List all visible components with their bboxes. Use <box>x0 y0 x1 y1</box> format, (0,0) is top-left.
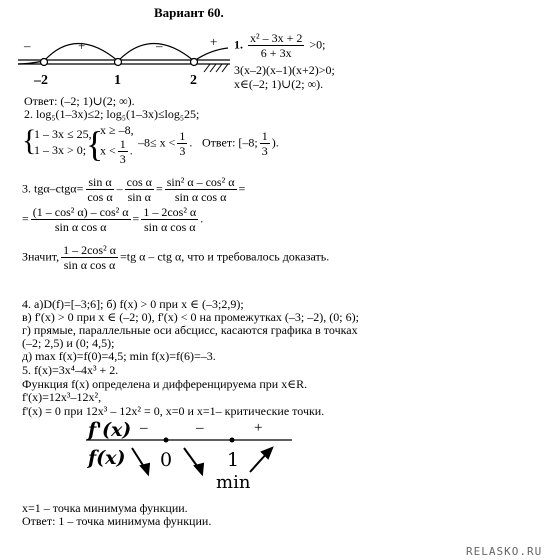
task4-line-5: д) max f(x)=f(0)=4,5; min f(x)=f(6)=–3. <box>22 349 216 363</box>
task3-f2-den: sin α <box>127 190 151 204</box>
increasing-arrow-icon <box>250 448 272 472</box>
task5-line-3: f'(x)=12x³–12x², <box>22 390 102 404</box>
task2-answer-den: 3 <box>261 144 268 158</box>
task3-l3-pre: Значит, <box>22 249 60 264</box>
task3-f3-num: sin² α – cos² α <box>166 175 235 189</box>
task1-line3: x∈(–2; 1)∪(2; ∞). <box>234 77 324 91</box>
task2-ineq-den: 3 <box>179 144 186 158</box>
task3-f6-num: 1 – 2cos² α <box>63 243 116 257</box>
task2-sys2-b-post: . <box>129 143 133 158</box>
interval-sign-1: – <box>24 38 31 53</box>
task2-ineq-post: . <box>189 135 193 150</box>
site-watermark: RELASKO.RU <box>466 545 543 558</box>
task4-line-1: 4. а)D(f)=[–3;6]; б) f(x) > 0 при x ∈ (–3;2,9); <box>22 297 244 311</box>
task3-f4-den: sin α cos α <box>54 220 107 234</box>
task2-sys2-b-den: 3 <box>119 152 126 166</box>
task3-f5-num: 1 – 2cos² α <box>143 205 197 219</box>
task3-minus: – <box>116 181 123 196</box>
derivative-sign-diagram <box>86 420 296 492</box>
task1-frac-rhs: >0; <box>309 37 326 52</box>
task3-l2-eq: = <box>22 211 29 226</box>
task3-eq-end: = <box>238 181 246 196</box>
task3-f2-num: cos α <box>126 175 152 189</box>
diagram-sign-1: – <box>140 420 148 436</box>
task1-inequality <box>234 32 325 59</box>
decreasing-arrow-icon <box>132 448 149 474</box>
task2-brace2: { <box>86 124 104 164</box>
task5-line-1: 5. f(x)=3x⁴–4x³ + 2. <box>22 363 119 377</box>
task3-eq2: = <box>132 211 140 226</box>
task1-number: 1. <box>234 37 243 52</box>
task1-fraction <box>248 32 304 59</box>
task2-ineq-pre: –8≤ x < <box>138 135 176 150</box>
task2-sys2-b <box>100 138 133 165</box>
task2-answer-post: ). <box>271 135 279 150</box>
diagram-fprime-label: f'(x) <box>88 420 132 441</box>
diagram-f-label: f(x) <box>88 447 126 469</box>
task4-line-3: г) прямые, параллельные оси абсцисс, касаются графика в точках <box>22 323 358 337</box>
decreasing-arrow-icon <box>184 448 203 474</box>
task2-sys1-a: 1 – 3x ≤ 25, <box>34 127 92 141</box>
diagram-sign-2: – <box>196 420 204 436</box>
task1-frac-num: x² – 3x + 2 <box>250 31 303 45</box>
task1-answer: Ответ: (–2; 1)∪(2; ∞). <box>24 94 135 108</box>
task4-line-2: в) f'(x) > 0 при x ∈ (–2; 0), f'(x) < 0 на промежутках (–3; –2), (0; 6); <box>22 310 359 324</box>
diagram-extremum-label: min <box>216 472 251 492</box>
diagram-sign-3: + <box>254 420 263 436</box>
task3-line3 <box>22 244 329 271</box>
task5-answer: Ответ: 1 – точка минимума функции. <box>22 514 212 528</box>
task3-f4-num: (1 – cos² α) – cos² α <box>32 205 129 219</box>
task3-line2 <box>22 206 203 233</box>
interval-sign-4: + <box>210 34 218 49</box>
task3-f3-den: sin α cos α <box>174 190 227 204</box>
task1-line2: 3(x–2)(x–1)(x+2)>0; <box>234 63 335 77</box>
task2-sys2-a: x ≥ –8, <box>100 123 134 137</box>
task2-line1: 2. log₅(1–3x)≤2; log₅(1–3x)≤log₅25; <box>24 107 200 121</box>
page-title: Вариант 60. <box>154 5 224 20</box>
task2-sys1-b: 1 – 3x > 0; <box>34 143 87 157</box>
interval-sign-3: – <box>156 38 163 53</box>
task5-line-2: Функция f(x) определена и дифференцируема при x∈R. <box>22 377 308 391</box>
task3-f5-den: sin α cos α <box>143 220 196 234</box>
task2-sys2-b-num: 1 <box>119 137 126 151</box>
interval-diagram <box>14 28 234 90</box>
task3-line1 <box>22 176 245 203</box>
task2-answer-pre: Ответ: [–8; <box>202 135 258 150</box>
task2-ineq-num: 1 <box>179 129 186 143</box>
task3-f1-den: cos α <box>87 190 113 204</box>
task2-ineq <box>138 130 192 157</box>
interval-sign-2: + <box>78 38 86 53</box>
task3-eq: = <box>155 181 163 196</box>
task2-answer-num: 1 <box>261 129 268 143</box>
task4-line-4: (–2; 2,5) и (0; 4,5); <box>22 336 115 350</box>
task3-dot: . <box>200 211 204 226</box>
diagram-point-1: 1 <box>227 449 240 471</box>
task3-l3-post: =tg α – ctg α, что и требовалось доказать. <box>119 249 330 264</box>
diagram-point-0: 0 <box>160 449 173 471</box>
task3-f6-den: sin α cos α <box>63 258 116 272</box>
task1-frac-den: 6 + 3x <box>260 46 292 60</box>
task3-l1-lhs: 3. tgα–ctgα= <box>22 181 84 196</box>
task2-sys2-b-pre: x < <box>100 143 116 158</box>
task5-conclusion: x=1 – точка минимума функции. <box>22 501 188 515</box>
interval-point-2: 1 <box>114 73 121 88</box>
task5-line-4: f'(x) = 0 при 12x³ – 12x² = 0, x=0 и x=1– критические точки. <box>22 404 325 418</box>
interval-point-3: 2 <box>190 73 197 88</box>
task2-answer <box>202 130 279 157</box>
task3-f1-num: sin α <box>88 175 112 189</box>
task2-brace1: { <box>22 124 37 157</box>
interval-point-1: –2 <box>34 73 48 88</box>
